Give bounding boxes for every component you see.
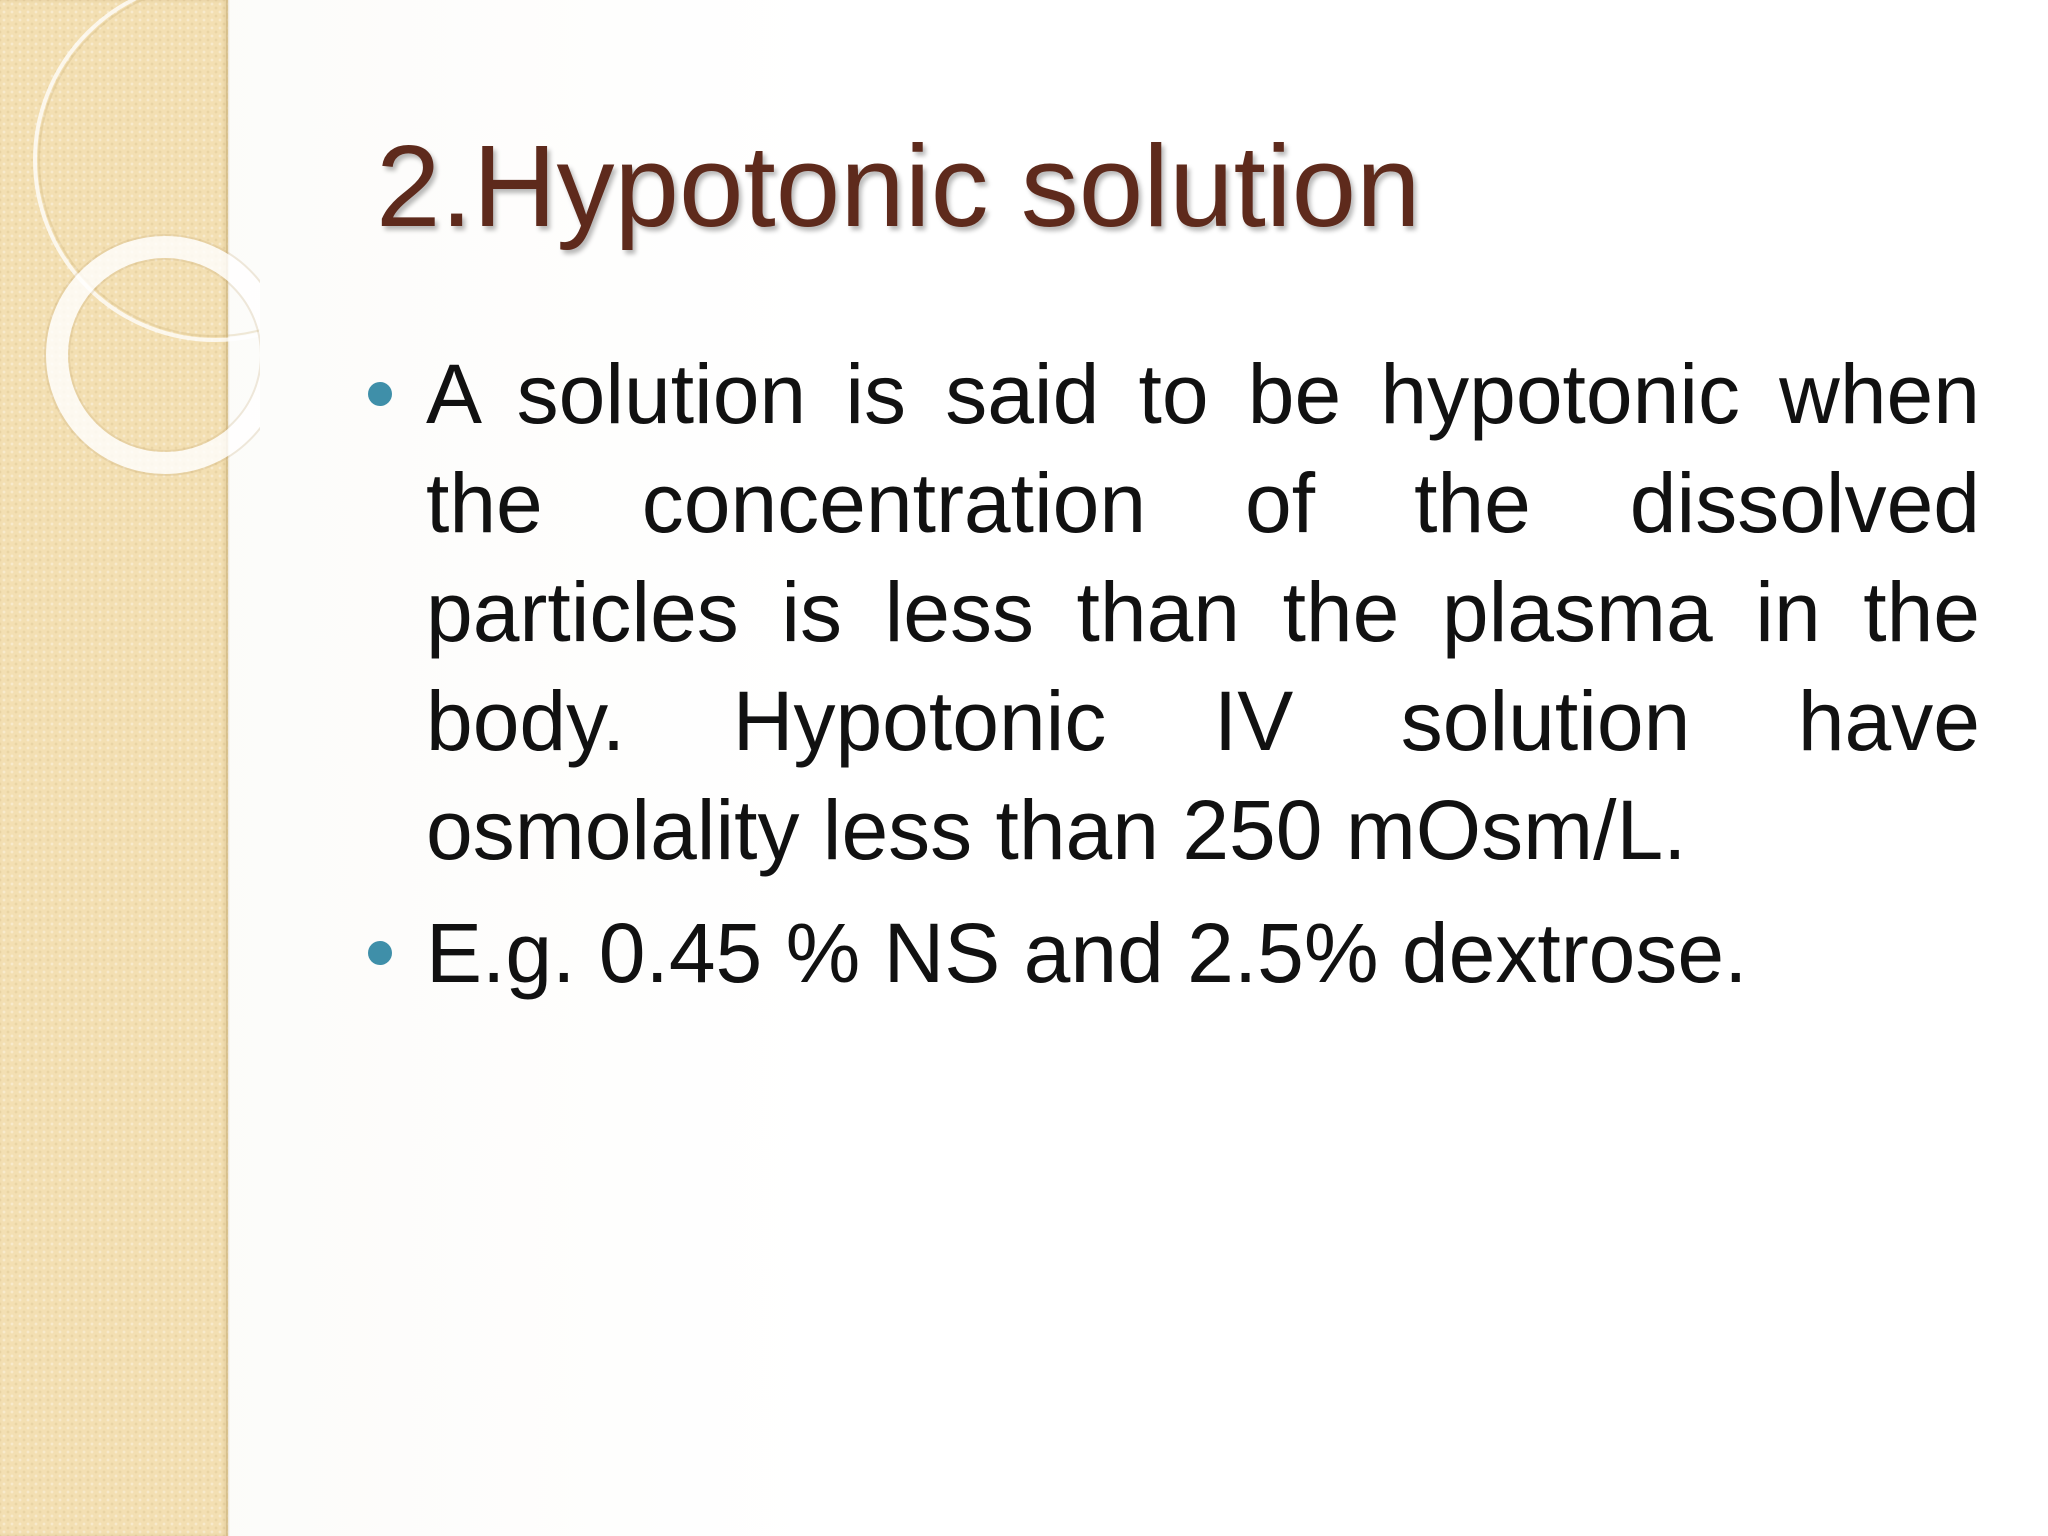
decorative-rings-icon <box>0 0 260 520</box>
bullet-list <box>366 340 1980 1022</box>
bullet-item <box>366 340 1980 885</box>
bullet-dot-icon <box>368 941 392 965</box>
bullet-dot-icon <box>368 382 392 406</box>
slide-title: 2.Hypotonic solution <box>376 121 1421 251</box>
bullet-text: A solution is said to be hypotonic when the concentration of the dissolved particles is less than the plasma in the body. Hypotonic IV solution have osmolality less than 250 mOsm/L. <box>426 347 1980 877</box>
bullet-text: E.g. 0.45 % NS and 2.5% dextrose. <box>426 906 1748 1000</box>
bullet-item <box>366 899 1980 1008</box>
